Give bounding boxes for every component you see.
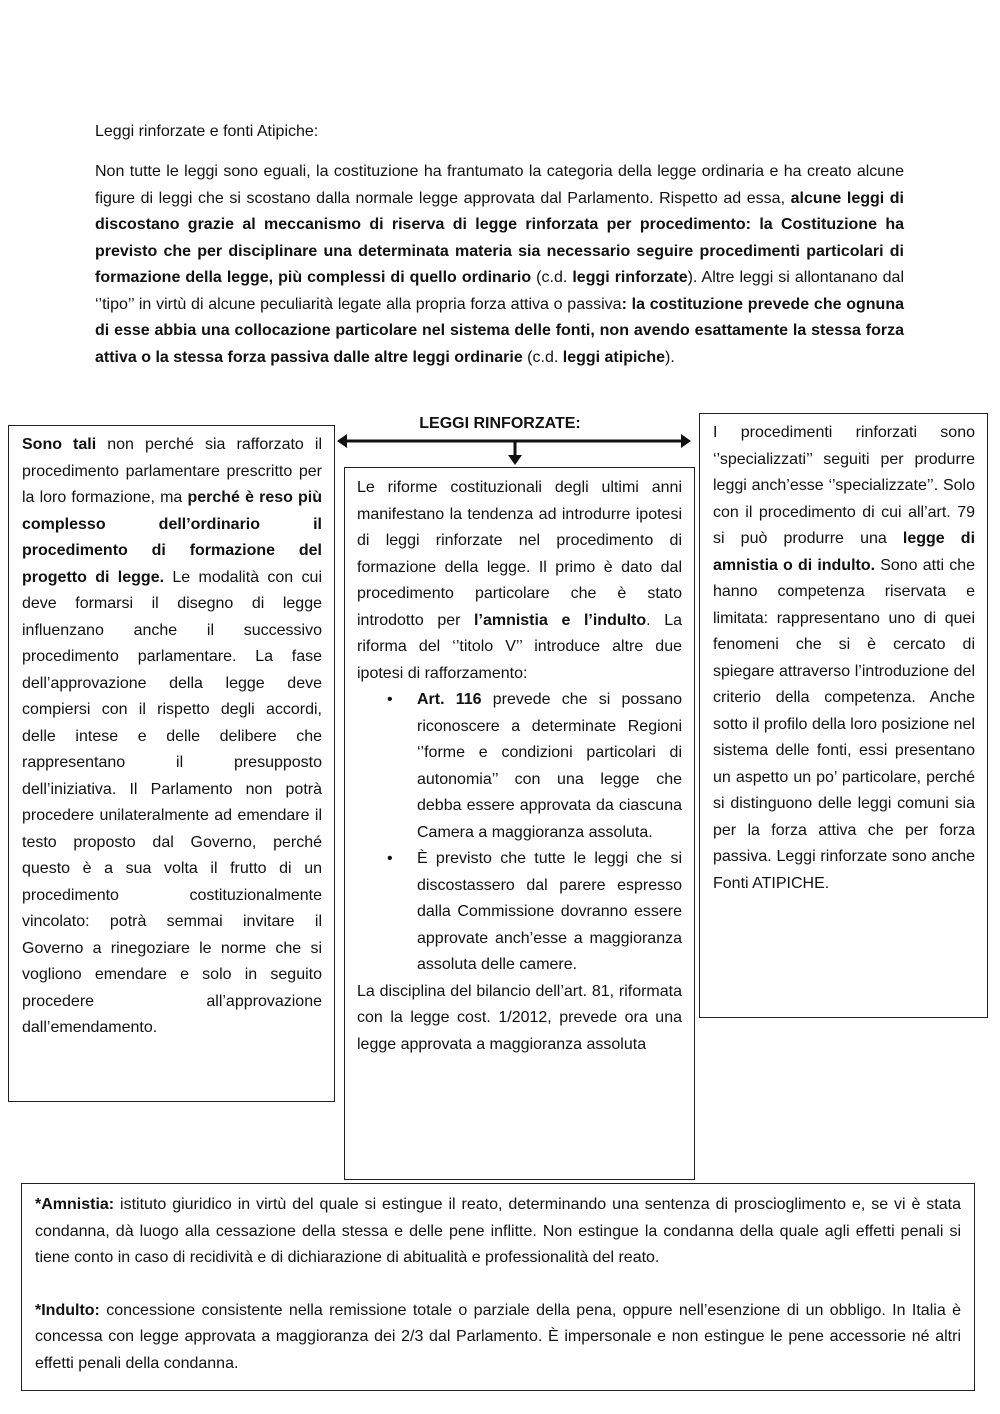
right-arrowhead-icon bbox=[681, 434, 691, 448]
center-box-outro bbox=[357, 979, 682, 1059]
text-run: istituto giuridico in virtù del quale si estingue il reato, determinando una sentenza di proscioglimento e, se vi è stata condanna, dà luogo alla cessazione della stessa e delle pene inflitte. Non estingue la condanna della quale agli effetti penali si tiene conto in caso di recidività e di dichiarazione di abitualità e professionalità del reato. bbox=[35, 1196, 961, 1266]
bullet-item bbox=[417, 846, 682, 979]
text-run: (c.d. bbox=[522, 348, 563, 366]
bold-text-run: Sono tali bbox=[22, 436, 97, 453]
center-box-intro bbox=[357, 475, 682, 687]
bullet-item bbox=[417, 687, 682, 846]
text-run: Le riforme costituzionali degli ultimi anni manifestano la tendenza ad introdurre ipotesi di leggi rinforzate nel procedimento di formazione della legge. Il primo è dato dal procedimento particolare che è stato introdotto per bbox=[357, 479, 682, 629]
text-run: Non tutte le leggi sono eguali, la costituzione ha frantumato la categoria della legge ordinaria e ha creato alcune figure di leggi che si scostano dalla normale legge approvata dal Parlamento. Rispetto ad essa, bbox=[95, 163, 904, 207]
center-heading: LEGGI RINFORZATE: bbox=[419, 415, 581, 432]
bold-text-run: perché è reso più complesso dell’ordinario il procedimento di formazione del progetto di legge. bbox=[22, 489, 323, 586]
text-run: non perché sia rafforzato il procedimento parlamentare prescritto per la loro formazione, ma bbox=[22, 436, 323, 506]
center-box bbox=[344, 467, 695, 1180]
down-arrowhead-icon bbox=[508, 455, 522, 465]
footnote-amnistia bbox=[35, 1192, 961, 1272]
center-box-bullets bbox=[357, 687, 682, 979]
text-run: Le modalità con cui deve formarsi il disegno di legge influenzano anche il successivo procedimento parlamentare. La fase dell’approvazione della legge deve compiersi con il rispetto degli accordi, delle intese e delle delibere che rappresentano il presupposto dell’iniziativa. Il Parlamento non potrà procedere unilateralmente ad emendare il testo proposto dal Governo, perché questo è a sua volta il frutto di un procedimento costituzionalmente vincolato: potrà semmai invitare il Governo a rinegoziare le norme che si vogliono emendare e solo in seguito procedere all’approvazione dall’emendamento. bbox=[22, 568, 322, 1036]
left-arrowhead-icon bbox=[337, 434, 347, 448]
text-run: È previsto che tutte le leggi che si discostassero dal parere espresso dalla Commissione dovranno essere approvate anch’esse a maggioranza assoluta delle camere. bbox=[417, 850, 682, 973]
intro-paragraph bbox=[95, 159, 904, 371]
bold-text-run: Art. 116 bbox=[417, 691, 482, 708]
right-box-text bbox=[713, 420, 975, 897]
bold-text-run: : la costituzione prevede che ognuna di esse abbia una collocazione particolare nel sistema delle fonti, non avendo esattamente la stessa forza attiva o la stessa forza passiva dalle altre leggi ordinarie bbox=[95, 295, 905, 366]
text-run: ). bbox=[665, 348, 675, 366]
text-run: I procedimenti rinforzati sono ‘’specializzati’’ seguiti per produrre leggi anch’esse ‘’specializzate’’. Solo con il procedimento di cui all’art. 79 si può produrre una bbox=[713, 424, 975, 547]
bold-text-run: leggi atipiche bbox=[562, 348, 665, 366]
footnote-indulto bbox=[35, 1298, 961, 1378]
left-box bbox=[8, 425, 335, 1102]
page-title: Leggi rinforzate e fonti Atipiche: bbox=[95, 123, 319, 140]
bold-text-run: leggi rinforzate bbox=[572, 269, 688, 286]
text-run: Sono atti che hanno competenza riservata e limitata: rappresentano uno di quei fenomeni che si è cercato di spiegare attraverso l’introduzione del criterio della competenza. Anche sotto il profilo della loro posizione nel sistema delle fonti, essi presentano un aspetto un po’ particolare, perché si distinguono delle leggi comuni sia per la forza attiva che per forza passiva. Leggi rinforzate sono anche Fonti ATIPICHE. bbox=[713, 556, 976, 892]
bold-text-run: *Indulto: bbox=[35, 1301, 100, 1319]
text-run: concessione consistente nella remissione totale o parziale della pena, oppure nell’esenzione di un obbligo. In Italia è concessa con legge approvata a maggioranza dei 2/3 dal Parlamento. È impersonale e non estingue le pene accessorie né altri effetti penali della condanna. bbox=[35, 1301, 961, 1372]
text-run: La disciplina del bilancio dell’art. 81, riformata con la legge cost. 1/2012, prevede ora una legge approvata a maggioranza assoluta bbox=[357, 982, 682, 1053]
left-box-text bbox=[22, 432, 322, 1042]
bold-text-run: alcune leggi di discostano grazie al meccanismo di riserva di legge rinforzata per procedimento: la Costituzione ha previsto che per disciplinare una determinata materia sia necessario seguire procedimenti particolari di formazione della legge, più complessi di quello ordinario bbox=[95, 189, 905, 286]
bold-text-run: *Amnistia: bbox=[35, 1196, 115, 1213]
double-arrow-icon bbox=[337, 430, 693, 470]
text-run: ). Altre leggi si allontanano dal ‘’tipo’’ in virtù di alcune peculiarità legate alla propria forza attiva o passiva bbox=[95, 269, 904, 313]
bold-text-run: legge di amnistia o di indulto. bbox=[713, 530, 976, 574]
bold-text-run: l’amnistia e l’indulto bbox=[474, 611, 647, 629]
text-run: . La riforma del ‘’titolo V’’ introduce altre due ipotesi di rafforzamento: bbox=[357, 611, 682, 682]
text-run: prevede che si possano riconoscere a determinate Regioni ‘’forme e condizioni particolari di autonomia’’ con una legge che debba essere approvata da ciascuna Camera a maggioranza assoluta. bbox=[417, 691, 682, 841]
right-box bbox=[699, 413, 988, 1018]
footnote-box bbox=[21, 1183, 975, 1391]
text-run: (c.d. bbox=[531, 269, 573, 286]
